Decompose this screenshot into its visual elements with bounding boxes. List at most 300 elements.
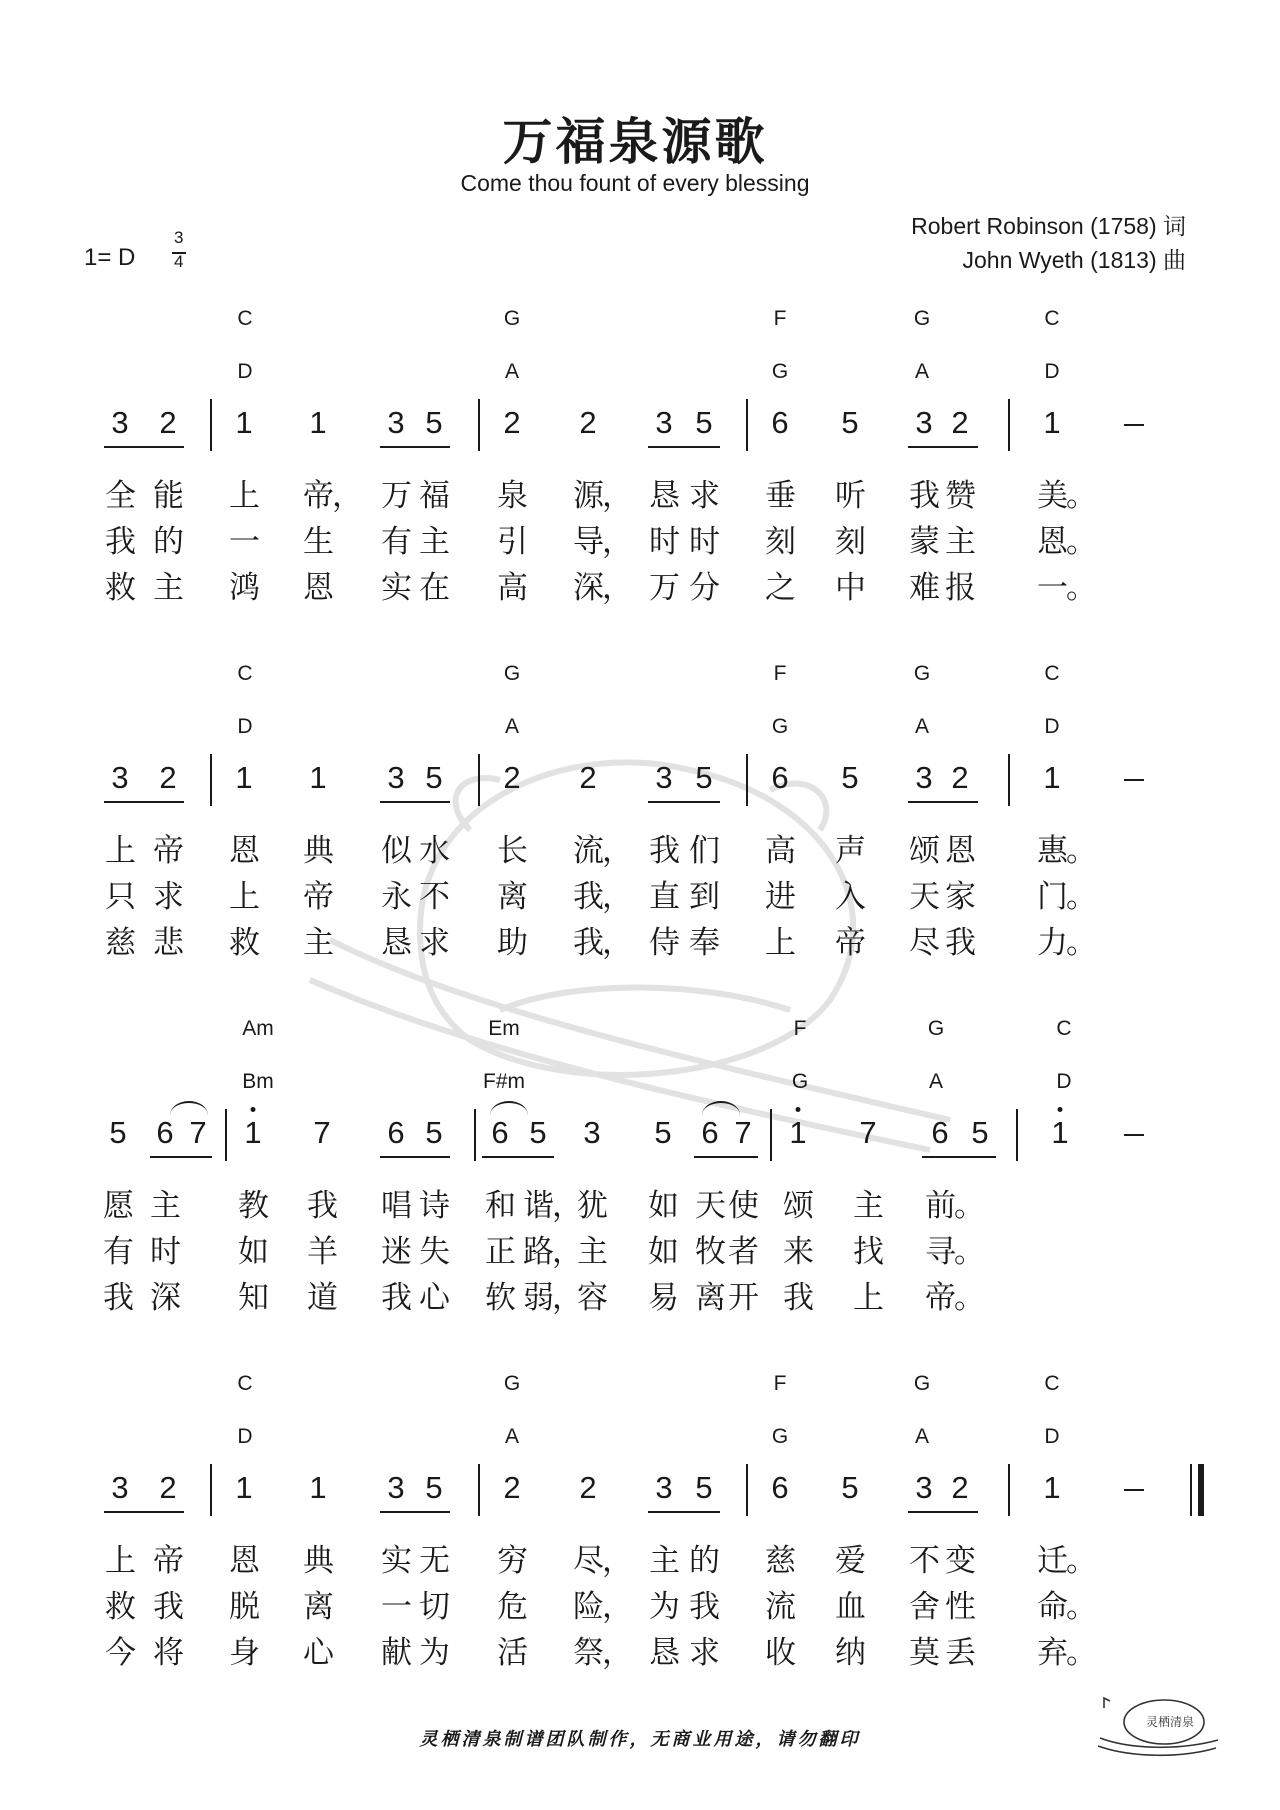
lyric-char: 泉 — [497, 478, 528, 514]
chord-lower: A — [914, 1425, 930, 1448]
lyric-char: 帝 — [303, 478, 334, 514]
note: 5 — [841, 1470, 859, 1505]
logo-text: 灵栖清泉 — [1145, 1715, 1195, 1729]
lyric-char: 报 — [945, 570, 976, 606]
lyric-char: 实 — [381, 1543, 412, 1579]
beam-line — [380, 1511, 450, 1513]
note: 2 — [159, 405, 177, 440]
barline — [746, 1464, 748, 1516]
lyric-char: 主 — [303, 925, 334, 961]
lyric-punctuation: ， — [602, 925, 633, 961]
lyric-char: 求 — [689, 478, 720, 514]
chord-upper: C — [1044, 662, 1060, 685]
note: 2 — [159, 760, 177, 795]
lyric-char: 的 — [153, 524, 184, 560]
note: 3 — [583, 1115, 601, 1150]
lyric-char: 献 — [381, 1635, 412, 1671]
chord-upper: F — [773, 1372, 787, 1395]
lyric-char: 一 — [229, 524, 260, 560]
lyric-char: 救 — [105, 1589, 136, 1625]
note: 6 — [771, 405, 789, 440]
lyric-char: 我 — [783, 1280, 814, 1316]
hold-dash — [1124, 424, 1144, 426]
note: 1 — [235, 1470, 253, 1505]
lyric-char: 进 — [765, 879, 796, 915]
lyric-char: 我 — [573, 879, 604, 915]
slur — [170, 1101, 208, 1115]
lyric-char: 寻 — [925, 1234, 956, 1270]
beam-line — [908, 1511, 978, 1513]
chord-upper: G — [913, 662, 931, 685]
lyric-char: 主 — [419, 524, 450, 560]
chord-lower: G — [791, 1070, 809, 1093]
chord-lower: D — [1044, 360, 1060, 383]
note: 1 — [235, 405, 253, 440]
lyric-char: 入 — [835, 879, 866, 915]
note: 5 — [425, 760, 443, 795]
lyric-char: 无 — [419, 1543, 450, 1579]
key-signature: 1= D — [84, 244, 136, 271]
lyric-char: 声 — [835, 833, 866, 869]
chord-lower: A — [928, 1070, 944, 1093]
note: 7 — [189, 1115, 207, 1150]
lyric-char: 典 — [303, 1543, 334, 1579]
note: 1 — [309, 1470, 327, 1505]
beam-line — [648, 446, 720, 448]
lyric-char: 刻 — [765, 524, 796, 560]
lyric-char: 命 — [1037, 1589, 1068, 1625]
lyric-char: 如 — [238, 1234, 269, 1270]
lyric-char: 容 — [577, 1280, 608, 1316]
lyric-char: 牧 — [695, 1234, 726, 1270]
octave-dot — [251, 1107, 256, 1112]
chord-upper: C — [1044, 307, 1060, 330]
lyric-char: 不 — [909, 1543, 940, 1579]
lyric-char: 慈 — [105, 925, 136, 961]
note: 1 — [1051, 1115, 1069, 1150]
lyric-char: 收 — [765, 1635, 796, 1671]
lyric-punctuation: ， — [602, 570, 633, 606]
lyric-punctuation: 。 — [1066, 524, 1097, 560]
chord-lower: A — [504, 715, 520, 738]
lyric-char: 万 — [649, 570, 680, 606]
chord-upper: Am — [242, 1017, 274, 1040]
note: 3 — [915, 760, 933, 795]
lyric-char: 永 — [381, 879, 412, 915]
lyric-char: 天 — [909, 879, 940, 915]
lyric-char: 家 — [945, 879, 976, 915]
note: 3 — [387, 1470, 405, 1505]
lyric-char: 直 — [649, 879, 680, 915]
lyric-char: 弱 — [523, 1280, 554, 1316]
time-signature-top: 3 — [174, 228, 184, 247]
lyric-char: 垂 — [765, 478, 796, 514]
lyric-punctuation: 。 — [1066, 1635, 1097, 1671]
chord-upper: Em — [488, 1017, 520, 1040]
lyric-char: 蒙 — [909, 524, 940, 560]
lyric-char: 谐 — [523, 1188, 554, 1224]
lyric-char: 纳 — [835, 1635, 866, 1671]
lyric-char: 和 — [485, 1188, 516, 1224]
chord-lower: Bm — [242, 1070, 274, 1093]
lyric-char: 主 — [153, 570, 184, 606]
note: 5 — [425, 405, 443, 440]
lyric-punctuation: ， — [602, 524, 633, 560]
note: 1 — [789, 1115, 807, 1150]
lyric-char: 上 — [105, 833, 136, 869]
lyric-char: 时 — [649, 524, 680, 560]
lyric-punctuation: 。 — [954, 1280, 985, 1316]
chord-upper: F — [793, 1017, 807, 1040]
beam-line — [104, 446, 184, 448]
lyric-char: 帝 — [925, 1280, 956, 1316]
lyric-char: 帝 — [303, 879, 334, 915]
lyric-char: 上 — [229, 879, 260, 915]
lyric-punctuation: 。 — [1066, 478, 1097, 514]
lyric-punctuation: ， — [602, 1635, 633, 1671]
lyric-char: 分 — [689, 570, 720, 606]
barline — [746, 399, 748, 451]
lyric-char: 引 — [497, 524, 528, 560]
lyric-char: 犹 — [577, 1188, 608, 1224]
hold-dash — [1124, 1489, 1144, 1491]
chord-lower: A — [914, 360, 930, 383]
lyric-punctuation: 。 — [1066, 570, 1097, 606]
song-title: 万福泉源歌 — [502, 113, 768, 171]
lyric-char: 深 — [150, 1280, 181, 1316]
lyric-char: 心 — [419, 1280, 450, 1316]
chord-lower: D — [237, 360, 253, 383]
octave-dot — [796, 1107, 801, 1112]
lyric-char: 有 — [103, 1234, 134, 1270]
lyric-char: 我 — [909, 478, 940, 514]
octave-dot — [1058, 1107, 1063, 1112]
lyric-punctuation: ， — [602, 1589, 633, 1625]
note: 3 — [111, 1470, 129, 1505]
lyric-punctuation: ， — [332, 478, 363, 514]
lyric-char: 生 — [303, 524, 334, 560]
lyric-char: 有 — [381, 524, 412, 560]
note: 1 — [1043, 1470, 1061, 1505]
chord-lower: D — [1044, 1425, 1060, 1448]
lyric-char: 典 — [303, 833, 334, 869]
lyric-char: 今 — [105, 1635, 136, 1671]
lyric-char: 软 — [485, 1280, 516, 1316]
note: 2 — [951, 760, 969, 795]
note: 5 — [695, 760, 713, 795]
lyric-char: 穷 — [497, 1543, 528, 1579]
barline — [1008, 1464, 1010, 1516]
lyric-char: 来 — [783, 1234, 814, 1270]
chord-lower: D — [237, 715, 253, 738]
lyric-char: 如 — [648, 1234, 679, 1270]
lyric-char: 迷 — [381, 1234, 412, 1270]
lyric-char: 高 — [765, 833, 796, 869]
lyric-char: 者 — [728, 1234, 759, 1270]
note: 1 — [244, 1115, 262, 1150]
lyric-char: 身 — [229, 1635, 260, 1671]
lyric-char: 颂 — [783, 1188, 814, 1224]
hold-dash — [1124, 779, 1144, 781]
lyric-char: 力 — [1037, 925, 1068, 961]
lyric-punctuation: 。 — [1066, 879, 1097, 915]
lyric-punctuation: 。 — [954, 1188, 985, 1224]
lyric-char: 帝 — [153, 833, 184, 869]
lyric-char: 血 — [835, 1589, 866, 1625]
barline — [746, 754, 748, 806]
lyric-char: 恩 — [1037, 524, 1068, 560]
note: 2 — [579, 405, 597, 440]
lyric-char: 上 — [765, 925, 796, 961]
lyric-char: 将 — [153, 1635, 184, 1671]
note: 3 — [655, 760, 673, 795]
barline — [770, 1109, 772, 1161]
lyric-char: 门 — [1037, 879, 1068, 915]
lyric-char: 们 — [689, 833, 720, 869]
time-signature-bottom: 4 — [174, 252, 184, 271]
lyric-char: 求 — [419, 925, 450, 961]
lyric-char: 流 — [765, 1589, 796, 1625]
note: 1 — [309, 405, 327, 440]
beam-line — [694, 1156, 758, 1158]
lyric-char: 悲 — [153, 925, 184, 961]
final-barline-thick — [1198, 1464, 1204, 1516]
note: 6 — [771, 760, 789, 795]
barline — [210, 754, 212, 806]
lyric-char: 惠 — [1037, 833, 1068, 869]
lyric-char: 上 — [105, 1543, 136, 1579]
lyric-char: 愿 — [103, 1188, 134, 1224]
lyric-char: 主 — [649, 1543, 680, 1579]
lyric-char: 离 — [695, 1280, 726, 1316]
barline — [478, 1464, 480, 1516]
lyric-punctuation: 。 — [1066, 1543, 1097, 1579]
lyric-char: 流 — [573, 833, 604, 869]
final-barline-thin — [1190, 1464, 1192, 1516]
lyric-char: 颂 — [909, 833, 940, 869]
chord-upper: G — [913, 307, 931, 330]
lyric-char: 长 — [497, 833, 528, 869]
note: 3 — [111, 760, 129, 795]
lyric-char: 求 — [153, 879, 184, 915]
lyric-char: 赞 — [945, 478, 976, 514]
lyric-char: 听 — [835, 478, 866, 514]
lyric-punctuation: 。 — [1066, 1589, 1097, 1625]
lyric-char: 教 — [238, 1188, 269, 1224]
note: 6 — [491, 1115, 509, 1150]
barline — [474, 1109, 476, 1161]
chord-upper: G — [503, 662, 521, 685]
lyric-char: 脱 — [229, 1589, 260, 1625]
lyric-char: 能 — [153, 478, 184, 514]
chord-upper: F — [773, 307, 787, 330]
lyric-char: 恳 — [649, 1635, 680, 1671]
beam-line — [380, 1156, 450, 1158]
team-logo — [1092, 1688, 1222, 1758]
lyric-char: 危 — [497, 1589, 528, 1625]
lyric-char: 在 — [419, 570, 450, 606]
beam-line — [648, 801, 720, 803]
lyric-char: 到 — [689, 879, 720, 915]
lyric-char: 心 — [303, 1635, 334, 1671]
lyric-char: 正 — [485, 1234, 516, 1270]
note: 3 — [387, 760, 405, 795]
lyric-char: 鸿 — [229, 570, 260, 606]
note: 2 — [951, 405, 969, 440]
lyric-char: 源 — [573, 478, 604, 514]
lyric-char: 离 — [303, 1589, 334, 1625]
hold-dash — [1124, 1134, 1144, 1136]
chord-upper: C — [237, 307, 253, 330]
note: 2 — [503, 405, 521, 440]
lyric-char: 深 — [573, 570, 604, 606]
lyric-char: 帝 — [153, 1543, 184, 1579]
note: 3 — [111, 405, 129, 440]
beam-line — [380, 446, 450, 448]
note: 2 — [503, 1470, 521, 1505]
lyric-punctuation: ， — [602, 478, 633, 514]
lyric-char: 全 — [105, 478, 136, 514]
lyric-char: 帝 — [835, 925, 866, 961]
lyric-punctuation: ， — [552, 1188, 583, 1224]
lyric-char: 舍 — [909, 1589, 940, 1625]
lyric-char: 一 — [1037, 570, 1068, 606]
lyric-char: 似 — [381, 833, 412, 869]
note: 7 — [859, 1115, 877, 1150]
lyric-char: 离 — [497, 879, 528, 915]
note: 5 — [109, 1115, 127, 1150]
beam-line — [908, 446, 978, 448]
lyric-char: 前 — [925, 1188, 956, 1224]
note: 2 — [951, 1470, 969, 1505]
chord-lower: F#m — [483, 1070, 525, 1093]
lyric-char: 上 — [229, 478, 260, 514]
note: 6 — [387, 1115, 405, 1150]
lyric-char: 求 — [689, 1635, 720, 1671]
lyric-char: 主 — [853, 1188, 884, 1224]
lyric-char: 易 — [648, 1280, 679, 1316]
lyric-char: 刻 — [835, 524, 866, 560]
lyric-char: 我 — [307, 1188, 338, 1224]
lyric-punctuation: ， — [602, 1543, 633, 1579]
barline — [225, 1109, 227, 1161]
barline — [210, 1464, 212, 1516]
lyric-punctuation: 。 — [954, 1234, 985, 1270]
lyric-char: 万 — [381, 478, 412, 514]
lyric-punctuation: ， — [552, 1234, 583, 1270]
chord-lower: D — [1056, 1070, 1072, 1093]
lyric-char: 一 — [381, 1589, 412, 1625]
note: 3 — [655, 405, 673, 440]
lyric-char: 美 — [1037, 478, 1068, 514]
lyric-char: 的 — [689, 1543, 720, 1579]
chord-lower: G — [771, 1425, 789, 1448]
lyric-char: 我 — [945, 925, 976, 961]
beam-line — [908, 801, 978, 803]
chord-upper: G — [913, 1372, 931, 1395]
chord-upper: G — [503, 307, 521, 330]
lyric-char: 爱 — [835, 1543, 866, 1579]
note: 6 — [701, 1115, 719, 1150]
chord-lower: D — [237, 1425, 253, 1448]
lyric-char: 找 — [853, 1234, 884, 1270]
lyric-char: 中 — [835, 570, 866, 606]
lyric-char: 变 — [945, 1543, 976, 1579]
chord-lower: G — [771, 360, 789, 383]
lyric-char: 时 — [150, 1234, 181, 1270]
barline — [1016, 1109, 1018, 1161]
lyric-char: 恩 — [229, 833, 260, 869]
beam-line — [104, 1511, 184, 1513]
lyric-char: 尽 — [573, 1543, 604, 1579]
note: 7 — [313, 1115, 331, 1150]
composer-credit: John Wyeth (1813) 曲 — [962, 247, 1186, 273]
note: 5 — [971, 1115, 989, 1150]
chord-upper: C — [237, 662, 253, 685]
barline — [478, 754, 480, 806]
song-subtitle: Come thou fount of every blessing — [460, 170, 810, 196]
lyric-char: 之 — [765, 570, 796, 606]
lyric-char: 救 — [105, 570, 136, 606]
lyric-char: 丢 — [945, 1635, 976, 1671]
lyric-char: 奉 — [689, 925, 720, 961]
lyric-char: 切 — [419, 1589, 450, 1625]
barline — [1008, 399, 1010, 451]
lyric-char: 路 — [523, 1234, 554, 1270]
lyric-char: 恳 — [381, 925, 412, 961]
chord-lower: A — [504, 360, 520, 383]
note: 5 — [529, 1115, 547, 1150]
lyric-char: 恩 — [229, 1543, 260, 1579]
lyric-char: 诗 — [419, 1188, 450, 1224]
barline — [210, 399, 212, 451]
lyric-char: 难 — [909, 570, 940, 606]
note: 3 — [915, 1470, 933, 1505]
lyric-char: 我 — [649, 833, 680, 869]
lyric-char: 不 — [419, 879, 450, 915]
lyric-char: 唱 — [381, 1188, 412, 1224]
note: 5 — [841, 760, 859, 795]
lyric-char: 尽 — [909, 925, 940, 961]
chord-upper: G — [927, 1017, 945, 1040]
lyric-punctuation: ， — [552, 1280, 583, 1316]
note: 2 — [503, 760, 521, 795]
beam-line — [380, 801, 450, 803]
lyric-punctuation: 。 — [1066, 833, 1097, 869]
note: 7 — [734, 1115, 752, 1150]
note: 6 — [931, 1115, 949, 1150]
chord-lower: D — [1044, 715, 1060, 738]
lyric-char: 主 — [577, 1234, 608, 1270]
lyric-char: 迁 — [1037, 1543, 1068, 1579]
lyric-char: 如 — [648, 1188, 679, 1224]
lyric-char: 恩 — [303, 570, 334, 606]
lyric-char: 我 — [689, 1589, 720, 1625]
lyric-punctuation: ， — [602, 879, 633, 915]
lyric-char: 时 — [689, 524, 720, 560]
note: 3 — [915, 405, 933, 440]
lyric-char: 天 — [695, 1188, 726, 1224]
lyric-char: 莫 — [909, 1635, 940, 1671]
lyric-char: 知 — [238, 1280, 269, 1316]
lyric-char: 我 — [381, 1280, 412, 1316]
lyric-char: 道 — [307, 1280, 338, 1316]
note: 5 — [841, 405, 859, 440]
note: 5 — [695, 1470, 713, 1505]
lyric-char: 弃 — [1037, 1635, 1068, 1671]
lyric-char: 高 — [497, 570, 528, 606]
chord-upper: C — [1056, 1017, 1072, 1040]
